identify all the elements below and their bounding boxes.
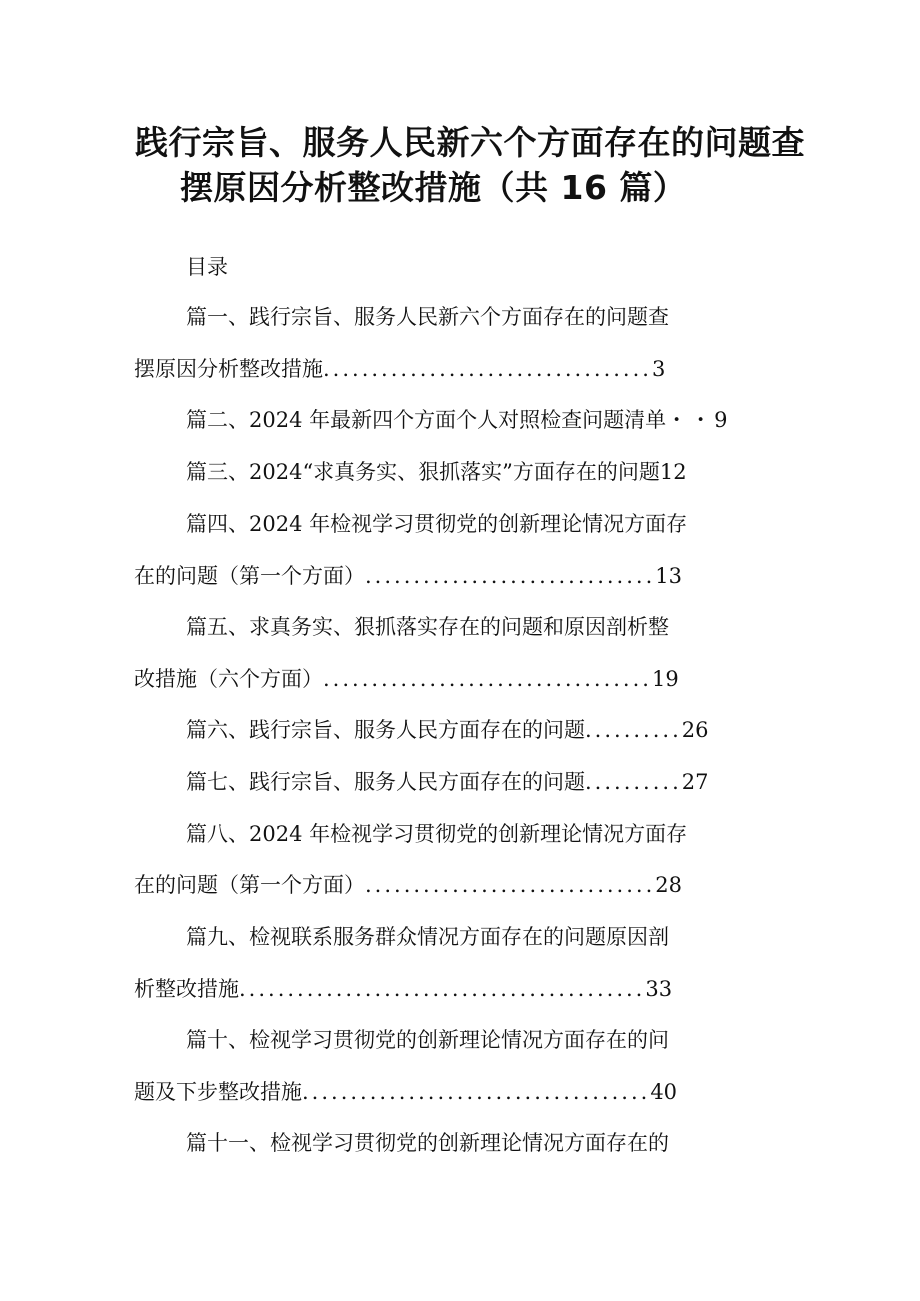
toc-page-number: 19 xyxy=(651,667,679,691)
toc-leader-dots: .................................... xyxy=(302,1080,651,1104)
toc-entry-text: 篇六、践行宗旨、服务人民方面存在的问题 xyxy=(186,718,585,742)
toc-entry-text: 摆原因分析整改措施 xyxy=(134,357,323,381)
toc-entry-text: 题及下步整改措施 xyxy=(134,1080,302,1104)
toc-page-number: 40 xyxy=(650,1080,678,1104)
toc-entry-text: 篇八、2024 年检视学习贯彻党的创新理论情况方面存 xyxy=(186,822,688,846)
toc-entry-text: 篇十一、检视学习贯彻党的创新理论情况方面存在的 xyxy=(186,1131,669,1155)
toc-leader-dots: ・・ xyxy=(666,408,715,432)
toc-page-number: 28 xyxy=(655,873,682,897)
toc-entry-9[interactable] xyxy=(186,922,669,952)
toc-entry-7[interactable] xyxy=(186,767,709,797)
toc-entry-1[interactable] xyxy=(186,302,669,332)
toc-entry-1-cont[interactable] xyxy=(134,354,665,384)
toc-entry-text: 篇三、2024“求真务实、狠抓落实”方面存在的问题 xyxy=(186,460,660,484)
toc-page-number: 26 xyxy=(681,718,709,742)
toc-entry-text: 篇五、求真务实、狠抓落实存在的问题和原因剖析整 xyxy=(186,615,669,639)
toc-leader-dots: .................................. xyxy=(323,357,652,381)
document-title xyxy=(110,120,810,210)
toc-entry-4[interactable] xyxy=(186,509,687,539)
toc-entry-text: 在的问题（第一个方面） xyxy=(134,564,365,588)
toc-entry-2[interactable] xyxy=(186,405,728,435)
toc-heading: 目录 xyxy=(186,255,228,279)
toc-entry-4-cont[interactable] xyxy=(134,561,682,591)
toc-entry-text: 篇四、2024 年检视学习贯彻党的创新理论情况方面存 xyxy=(186,512,688,536)
toc-leader-dots: .................................. xyxy=(323,667,652,691)
toc-entry-8-cont[interactable] xyxy=(134,870,682,900)
toc-entry-9-cont[interactable] xyxy=(134,974,672,1004)
toc-entry-3[interactable] xyxy=(186,457,687,487)
toc-entry-10-cont[interactable] xyxy=(134,1077,677,1107)
toc-entry-text: 在的问题（第一个方面） xyxy=(134,873,365,897)
toc-page-number: 33 xyxy=(645,977,673,1001)
toc-entry-text: 篇一、践行宗旨、服务人民新六个方面存在的问题查 xyxy=(186,305,669,329)
toc-entry-text: 篇二、2024 年最新四个方面个人对照检查问题清单 xyxy=(186,408,667,432)
toc-leader-dots: .............................. xyxy=(365,564,656,588)
toc-leader-dots: .............................. xyxy=(365,873,656,897)
toc-entry-text: 篇九、检视联系服务群众情况方面存在的问题原因剖 xyxy=(186,925,669,949)
toc-entry-text: 改措施（六个方面） xyxy=(134,667,323,691)
toc-page-number: 27 xyxy=(681,770,709,794)
toc-entry-11[interactable] xyxy=(186,1128,669,1158)
toc-entry-text: 篇十、检视学习贯彻党的创新理论情况方面存在的问 xyxy=(186,1028,669,1052)
toc-entry-text: 析整改措施 xyxy=(134,977,239,1001)
toc-entry-5-cont[interactable] xyxy=(134,664,679,694)
toc-entry-5[interactable] xyxy=(186,612,669,642)
toc-leader-dots: .......................................... xyxy=(239,977,646,1001)
toc-page-number: 13 xyxy=(655,564,682,588)
toc-entry-8[interactable] xyxy=(186,819,687,849)
title-line-2: 摆原因分析整改措施（共 16 篇） xyxy=(180,168,687,207)
toc-page-number: 3 xyxy=(651,357,666,381)
toc-entry-text: 篇七、践行宗旨、服务人民方面存在的问题 xyxy=(186,770,585,794)
title-line-1: 践行宗旨、服务人民新六个方面存在的问题查 xyxy=(135,123,805,162)
toc-entry-6[interactable] xyxy=(186,715,709,745)
toc-page-number: 9 xyxy=(714,408,728,432)
toc-leader-dots: .......... xyxy=(585,770,682,794)
toc-page-number: 12 xyxy=(659,460,687,484)
toc-entry-10[interactable] xyxy=(186,1025,669,1055)
toc-leader-dots: .......... xyxy=(585,718,682,742)
